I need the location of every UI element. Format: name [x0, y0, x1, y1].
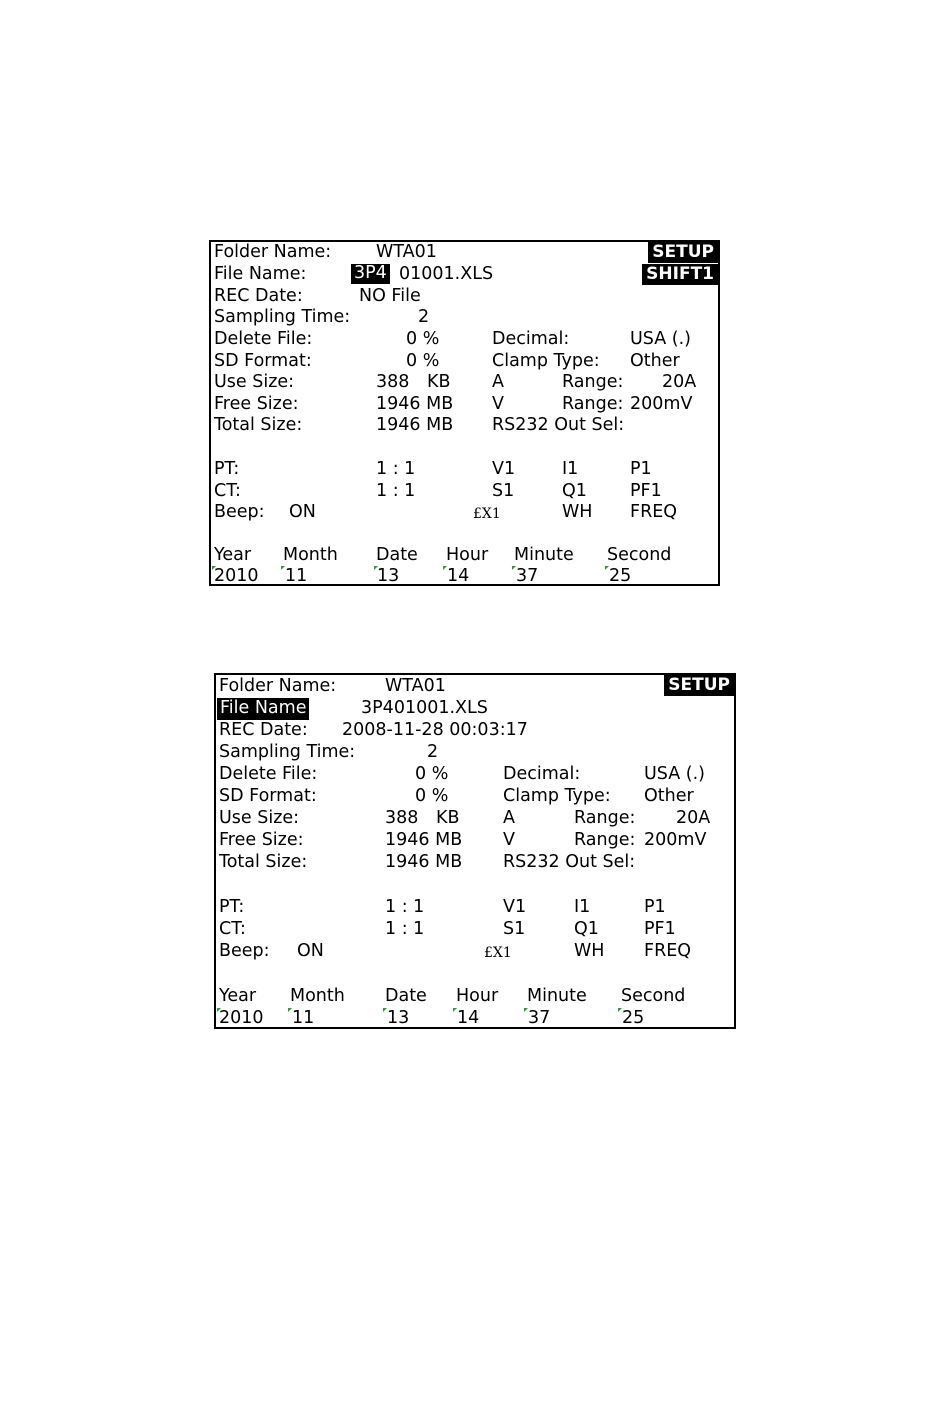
sd-format-label: SD Format: [214, 351, 312, 371]
ct-value: 1 : 1 [376, 481, 416, 501]
use-size-unit: KB [427, 372, 451, 392]
rs-item: P1 [630, 459, 652, 479]
beep-value: ON [289, 502, 316, 522]
sd-format-value: 0 % [406, 351, 440, 371]
voltage-label: V [503, 830, 515, 850]
current-label: A [503, 808, 515, 828]
voltage-range-label: Range: [574, 830, 636, 850]
time-header-hour: Hour [446, 545, 489, 565]
clamp-type-label: Clamp Type: [503, 786, 611, 806]
rs-item: I1 [562, 459, 579, 479]
pt-label: PT: [214, 459, 240, 479]
rs232-out-sel-label: RS232 Out Sel: [492, 415, 625, 435]
shift-mode-tag: SHIFT1 [642, 264, 718, 285]
rs-item: FREQ [644, 941, 692, 961]
rs-item: PF1 [644, 919, 676, 939]
use-size-value: 388 [385, 808, 419, 828]
total-size-label: Total Size: [219, 852, 308, 872]
setup-screen-shift1 [209, 240, 720, 586]
current-range-value: 20A [676, 808, 711, 828]
current-range-label: Range: [574, 808, 636, 828]
rs-item: S1 [492, 481, 515, 501]
beep-label: Beep: [219, 941, 270, 961]
time-header-year: Year [214, 545, 252, 565]
decimal-value: USA (.) [630, 329, 691, 349]
time-header-date: Date [385, 986, 427, 1006]
rs-item: WH [562, 502, 593, 522]
time-value-minute[interactable]: 37 [516, 566, 539, 586]
delete-file-value: 0 % [415, 764, 449, 784]
pt-value: 1 : 1 [376, 459, 416, 479]
use-size-label: Use Size: [214, 372, 295, 392]
time-value-month[interactable]: 11 [292, 1008, 315, 1028]
decimal-label: Decimal: [492, 329, 570, 349]
current-range-label: Range: [562, 372, 624, 392]
total-size-value: 1946 MB [385, 852, 463, 872]
use-size-label: Use Size: [219, 808, 300, 828]
ct-label: CT: [219, 919, 246, 939]
time-header-month: Month [290, 986, 345, 1006]
ct-value: 1 : 1 [385, 919, 425, 939]
time-header-minute: Minute [514, 545, 574, 565]
setup-mode-tag: SETUP [648, 242, 718, 263]
use-size-unit: KB [436, 808, 460, 828]
rs-item: I1 [574, 897, 591, 917]
rs-item: FREQ [630, 502, 678, 522]
folder-name-label: Folder Name: [214, 242, 332, 262]
time-value-second[interactable]: 25 [622, 1008, 645, 1028]
sd-format-label: SD Format: [219, 786, 317, 806]
clamp-type-value: Other [644, 786, 694, 806]
rec-date-value: NO File [359, 286, 421, 306]
rs-item: Q1 [562, 481, 587, 501]
time-header-date: Date [376, 545, 418, 565]
setup-mode-tag: SETUP [664, 675, 734, 696]
time-value-second[interactable]: 25 [609, 566, 632, 586]
sampling-time-value: 2 [427, 742, 439, 762]
time-header-second: Second [621, 986, 686, 1006]
decimal-value: USA (.) [644, 764, 705, 784]
file-name-label: File Name: [214, 264, 307, 284]
rs-item: PF1 [630, 481, 662, 501]
current-range-value: 20A [662, 372, 697, 392]
file-name-value: 01001.XLS [399, 264, 494, 284]
sampling-time-value: 2 [418, 307, 430, 327]
rs-item: £X1 [473, 506, 501, 522]
voltage-range-value: 200mV [644, 830, 707, 850]
rs-item: £X1 [484, 945, 512, 961]
rec-date-value: 2008-11-28 00:03:17 [342, 720, 528, 740]
free-size-label: Free Size: [219, 830, 304, 850]
file-name-prefix-selected[interactable]: 3P4 [351, 264, 390, 284]
rec-date-label: REC Date: [219, 720, 308, 740]
time-value-month[interactable]: 11 [285, 566, 308, 586]
time-header-minute: Minute [527, 986, 587, 1006]
time-value-hour[interactable]: 14 [447, 566, 470, 586]
rs-item: S1 [503, 919, 526, 939]
clamp-type-label: Clamp Type: [492, 351, 600, 371]
folder-name-value: WTA01 [376, 242, 437, 262]
setup-screen-file-name [214, 673, 736, 1029]
pt-label: PT: [219, 897, 245, 917]
free-size-value: 1946 MB [385, 830, 463, 850]
voltage-label: V [492, 394, 504, 414]
time-value-hour[interactable]: 14 [457, 1008, 480, 1028]
delete-file-value: 0 % [406, 329, 440, 349]
beep-label: Beep: [214, 502, 265, 522]
time-value-minute[interactable]: 37 [528, 1008, 551, 1028]
time-header-hour: Hour [456, 986, 499, 1006]
folder-name-label: Folder Name: [219, 676, 337, 696]
voltage-range-value: 200mV [630, 394, 693, 414]
sampling-time-label: Sampling Time: [214, 307, 351, 327]
current-label: A [492, 372, 504, 392]
time-value-year[interactable]: 2010 [219, 1008, 264, 1028]
beep-value: ON [297, 941, 324, 961]
pt-value: 1 : 1 [385, 897, 425, 917]
clamp-type-value: Other [630, 351, 680, 371]
total-size-label: Total Size: [214, 415, 303, 435]
rs-item: V1 [503, 897, 527, 917]
sd-format-value: 0 % [415, 786, 449, 806]
ct-label: CT: [214, 481, 241, 501]
rs232-out-sel-label: RS232 Out Sel: [503, 852, 636, 872]
time-value-year[interactable]: 2010 [214, 566, 259, 586]
rs-item: P1 [644, 897, 666, 917]
file-name-value: 3P401001.XLS [361, 698, 488, 718]
free-size-label: Free Size: [214, 394, 299, 414]
time-header-month: Month [283, 545, 338, 565]
voltage-range-label: Range: [562, 394, 624, 414]
time-value-date[interactable]: 13 [377, 566, 400, 586]
time-value-date[interactable]: 13 [387, 1008, 410, 1028]
total-size-value: 1946 MB [376, 415, 454, 435]
time-header-year: Year [219, 986, 257, 1006]
free-size-value: 1946 MB [376, 394, 454, 414]
rec-date-label: REC Date: [214, 286, 303, 306]
file-name-label-selected[interactable]: File Name [217, 698, 309, 720]
rs-item: V1 [492, 459, 516, 479]
delete-file-label: Delete File: [219, 764, 318, 784]
delete-file-label: Delete File: [214, 329, 313, 349]
use-size-value: 388 [376, 372, 410, 392]
time-header-second: Second [607, 545, 672, 565]
rs-item: WH [574, 941, 605, 961]
folder-name-value: WTA01 [385, 676, 446, 696]
decimal-label: Decimal: [503, 764, 581, 784]
sampling-time-label: Sampling Time: [219, 742, 356, 762]
rs-item: Q1 [574, 919, 599, 939]
